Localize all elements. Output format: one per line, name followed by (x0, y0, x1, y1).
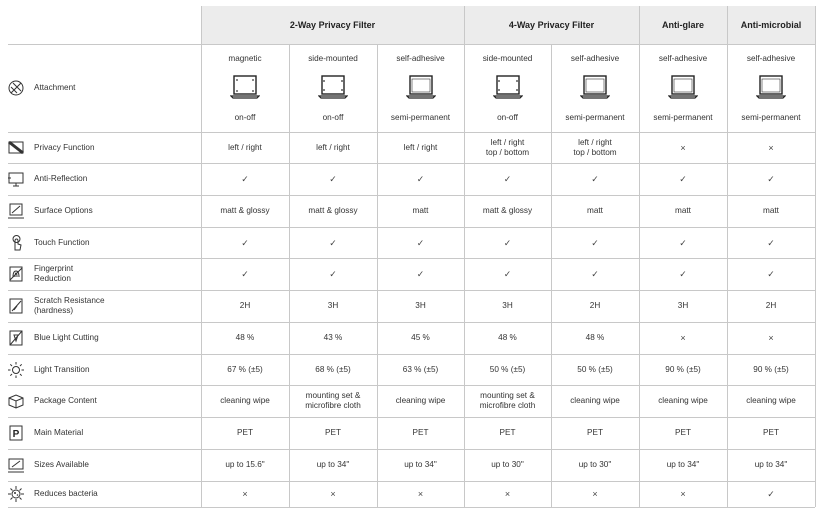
table-cell: ✓ (767, 489, 775, 499)
laptop-icon (668, 74, 698, 100)
row-divider (8, 44, 815, 45)
attachment-type: self-adhesive (570, 54, 620, 63)
row-label: Main Material (34, 428, 84, 437)
table-cell: × (680, 142, 686, 153)
surface-icon (7, 202, 25, 220)
table-cell: up to 30" (578, 460, 612, 469)
table-cell: × (592, 489, 598, 499)
table-cell: ✓ (503, 269, 512, 279)
table-cell: ✓ (503, 174, 512, 184)
table-cell: up to 34" (316, 460, 350, 469)
table-cell: ✓ (591, 269, 599, 279)
attachment-type: self-adhesive (746, 54, 796, 63)
table-cell: 48 % (235, 333, 255, 342)
table-cell: ✓ (679, 174, 687, 184)
attachment-type: self-adhesive (396, 54, 445, 63)
attachment-type: side-mounted (308, 54, 358, 63)
material-p-icon (7, 424, 25, 442)
table-cell: 2H (239, 301, 251, 310)
fingerprint-icon (7, 265, 25, 283)
attachment-type: self-adhesive (658, 54, 708, 63)
table-cell: 3H (677, 301, 689, 310)
table-cell: up to 30" (491, 460, 524, 469)
table-cell: PET (763, 428, 779, 437)
row-label: Privacy Function (34, 142, 95, 152)
attachment-mode: on-off (234, 113, 256, 122)
table-cell: 50 % (±5) (577, 364, 613, 374)
attachment-icon (7, 79, 25, 97)
attachment-type: magnetic (228, 54, 262, 63)
row-divider (8, 507, 815, 508)
table-cell: cleaning wipe (220, 396, 270, 405)
table-cell: ✓ (241, 269, 249, 279)
attachment-mode: on-off (322, 113, 344, 122)
table-cell: ✓ (679, 269, 687, 279)
row-label: Package Content (34, 396, 97, 405)
table-cell: 3H (415, 301, 426, 310)
row-label: Fingerprint Reduction (34, 264, 74, 283)
table-cell: 67 % (±5) (227, 364, 263, 374)
laptop-icon (318, 74, 348, 100)
table-cell: 3H (502, 301, 513, 310)
table-cell: up to 15.6" (225, 460, 265, 469)
table-cell: 48 % (585, 333, 605, 342)
table-cell: matt (763, 206, 779, 215)
table-cell: ✓ (767, 269, 775, 279)
table-cell: ✓ (329, 174, 337, 184)
table-cell: ✓ (329, 237, 337, 248)
bacteria-icon (7, 485, 25, 503)
table-cell: cleaning wipe (395, 396, 446, 405)
table-cell: mounting set & microfibre cloth (305, 391, 361, 410)
table-cell: left / right (228, 142, 262, 152)
table-cell: ✓ (416, 237, 425, 248)
blue-light-icon (7, 329, 25, 347)
row-label: Surface Options (34, 206, 93, 215)
table-cell: ✓ (416, 174, 425, 184)
attachment-mode: semi-permanent (653, 113, 713, 122)
table-cell: ✓ (767, 174, 775, 184)
table-cell: 90 % (±5) (753, 364, 789, 374)
attachment-type: side-mounted (482, 54, 533, 63)
laptop-icon (493, 74, 523, 100)
table-cell: cleaning wipe (746, 396, 796, 405)
table-cell: ✓ (416, 269, 425, 279)
table-cell: ✓ (241, 237, 249, 248)
scratch-icon (7, 297, 25, 315)
table-cell: matt & glossy (308, 206, 358, 215)
table-cell: PET (325, 428, 341, 437)
table-cell: ✓ (767, 237, 775, 248)
table-cell: mounting set & microfibre cloth (479, 391, 536, 410)
attachment-mode: semi-permanent (390, 113, 451, 122)
table-cell: × (417, 489, 424, 499)
table-cell: left / right top / bottom (573, 137, 617, 157)
column-divider (815, 6, 816, 507)
table-cell: × (330, 489, 336, 499)
table-cell: 68 % (±5) (315, 364, 351, 374)
table-cell: 2H (765, 301, 777, 310)
table-cell: ✓ (679, 237, 687, 248)
table-cell: up to 34" (754, 460, 788, 469)
privacy-icon (7, 139, 25, 157)
table-cell: 90 % (±5) (665, 364, 701, 374)
row-label: Reduces bacteria (34, 489, 98, 498)
attachment-mode: semi-permanent (741, 113, 801, 122)
group-header-4way: 4-Way Privacy Filter (508, 20, 595, 30)
table-cell: 50 % (±5) (489, 364, 526, 374)
package-icon (7, 392, 25, 410)
table-cell: PET (499, 428, 516, 437)
laptop-icon (406, 74, 436, 100)
laptop-icon (756, 74, 786, 100)
touch-icon (7, 234, 25, 252)
sun-icon (7, 361, 25, 379)
table-cell: PET (412, 428, 429, 437)
table-cell: PET (675, 428, 691, 437)
table-cell: 3H (327, 301, 339, 310)
row-label: Light Transition (34, 364, 90, 374)
table-cell: × (768, 142, 774, 153)
table-cell: ✓ (591, 174, 599, 184)
table-cell: cleaning wipe (570, 396, 620, 405)
table-cell: left / right (403, 142, 438, 152)
table-cell: 2H (589, 301, 601, 310)
group-header-2way: 2-Way Privacy Filter (289, 20, 376, 30)
table-cell: left / right top / bottom (485, 137, 530, 157)
table-cell: matt & glossy (220, 206, 270, 215)
table-cell: × (504, 489, 511, 499)
table-cell: up to 34" (666, 460, 700, 469)
table-cell: matt (587, 206, 603, 215)
row-label: Sizes Available (34, 460, 89, 469)
table-cell: PET (587, 428, 603, 437)
table-cell: × (768, 333, 774, 343)
table-cell: 63 % (±5) (402, 364, 439, 374)
table-cell: up to 34" (404, 460, 437, 469)
table-cell: ✓ (503, 237, 512, 248)
table-cell: ✓ (329, 269, 337, 279)
table-cell: matt & glossy (482, 206, 533, 215)
table-cell: PET (237, 428, 253, 437)
laptop-icon (230, 74, 260, 100)
table-cell: left / right (316, 142, 350, 152)
laptop-icon (580, 74, 610, 100)
table-cell: 43 % (323, 333, 343, 342)
group-header-antiglare: Anti-glare (661, 20, 704, 30)
table-cell: ✓ (591, 237, 599, 248)
row-label: Anti-Reflection (34, 174, 88, 183)
svg-text:P: P (12, 429, 20, 440)
table-cell: ✓ (241, 174, 249, 184)
row-label-attachment: Attachment (34, 83, 76, 92)
row-label: Blue Light Cutting (34, 333, 99, 342)
table-cell: × (680, 333, 686, 343)
table-cell: 45 % (411, 333, 430, 342)
table-cell: cleaning wipe (658, 396, 708, 405)
table-cell: matt (412, 206, 429, 215)
table-cell: matt (675, 206, 691, 215)
sizes-icon (7, 456, 25, 474)
monitor-icon (7, 170, 25, 188)
row-label: Touch Function (34, 237, 90, 247)
table-cell: × (680, 489, 686, 499)
table-cell: × (242, 489, 248, 499)
attachment-mode: on-off (497, 113, 518, 122)
table-cell: 48 % (498, 333, 517, 342)
row-label: Scratch Resistance (hardness) (34, 296, 105, 315)
attachment-mode: semi-permanent (565, 113, 625, 122)
group-header-antimicrobial: Anti-microbial (740, 20, 802, 30)
